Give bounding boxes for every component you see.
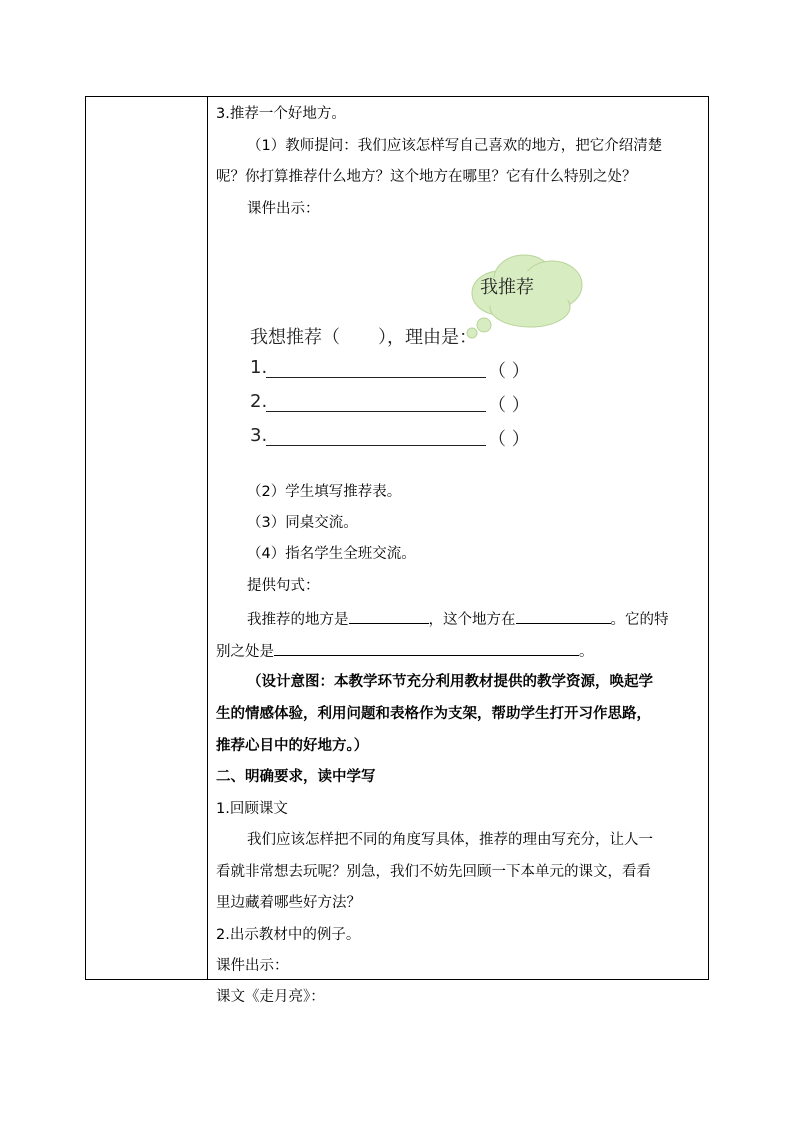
example-heading: 2.出示教材中的例子。	[216, 927, 361, 943]
sentence-pattern-2	[216, 641, 594, 661]
review-paragraph-1: 我们应该怎样把不同的角度写具体，推荐的理由写充分，让人一	[247, 832, 653, 848]
pattern-text-e: 。	[579, 644, 594, 660]
item-paren-3: （ ）	[488, 429, 530, 450]
teacher-question: （1）教师提问：我们应该怎样写自己喜欢的地方，把它介绍清楚	[247, 138, 663, 154]
cloud-label: 我推荐	[480, 277, 534, 298]
step-desk-exchange: （3）同桌交流。	[247, 515, 358, 531]
item-blank-3	[266, 445, 486, 446]
prompt-end: ），理由是：	[378, 327, 477, 348]
item-paren-1: （ ）	[488, 361, 530, 382]
pattern-text-b: ，这个地方在	[428, 612, 516, 628]
pattern-blank-special	[274, 641, 579, 656]
item-blank-2	[266, 411, 486, 412]
prompt-start: 我想推荐（	[250, 327, 340, 348]
section-heading-requirements: 二、明确要求，读中学写	[216, 769, 376, 785]
column-divider	[207, 97, 208, 979]
step-fill-table: （2）学生填写推荐表。	[247, 484, 402, 500]
review-paragraph-3: 里边藏着哪些好方法？	[216, 895, 361, 911]
content-cell	[210, 97, 704, 1005]
item-blank-1	[266, 377, 486, 378]
item-number-1: 1.	[250, 357, 268, 378]
item-number-3: 3.	[250, 425, 268, 446]
review-paragraph-2: 看就非常想去玩呢？别急，我们不妨先回顾一下本单元的课文，看看	[216, 864, 651, 880]
section-heading-recommend: 3.推荐一个好地方。	[216, 106, 346, 122]
design-intent-3: 推荐心目中的好地方。）	[216, 738, 369, 754]
pattern-blank-place	[349, 609, 429, 624]
pattern-text-d: 别之处是	[216, 644, 274, 660]
lesson-title-line: 课文《走月亮》：	[216, 989, 325, 1005]
design-intent-2: 生的情感体验，利用问题和表格作为支架，帮助学生打开习作思路，	[216, 706, 651, 722]
teacher-question-cont: 呢？你打算推荐什么地方？这个地方在哪里？它有什么特别之处？	[216, 169, 637, 185]
step-class-exchange: （4）指名学生全班交流。	[247, 546, 416, 562]
courseware-label-2: 课件出示：	[216, 958, 289, 974]
lesson-table	[85, 96, 709, 1005]
pattern-text-a: 我推荐的地方是	[247, 612, 349, 628]
pattern-blank-location	[516, 609, 611, 624]
item-number-2: 2.	[250, 391, 268, 412]
design-intent-1: （设计意图：本教学环节充分利用教材提供的教学资源，唤起学	[247, 674, 653, 690]
recommend-figure	[250, 245, 570, 450]
sentence-pattern-label: 提供句式：	[247, 578, 320, 594]
sentence-pattern-1	[247, 609, 669, 629]
item-paren-2: （ ）	[488, 395, 530, 416]
review-text-heading: 1.回顾课文	[216, 801, 288, 817]
pattern-text-c: 。它的特	[610, 612, 669, 628]
courseware-label: 课件出示：	[247, 201, 320, 217]
